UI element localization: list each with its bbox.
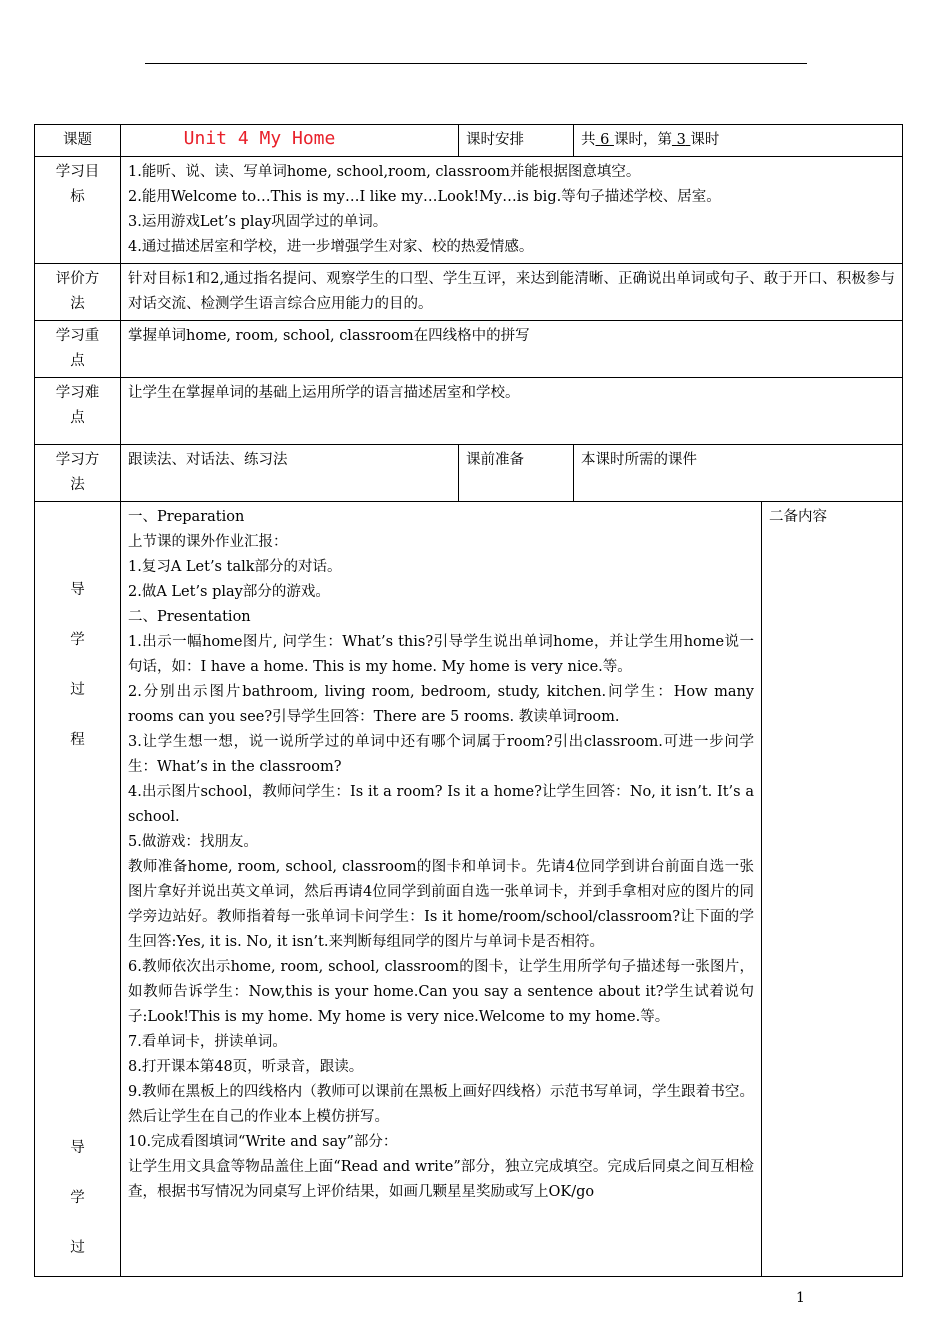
topic-label: 课题 <box>35 125 121 157</box>
process-line: 教师准备home, room, school, classroom的图卡和单词卡。先请4位同学到讲台前面自选一张图片拿好并说出英文单词，然后再请4位同学到前面自选一张单词卡，并到手拿相对应的图片的同学旁边站好。教师指着每一张单词卡问学生：Is it home/room/school/classroom?让下面的学生回答:Yes, it is. No, it isn’t.来判断每组同学的图片与单词卡是否相符。 <box>128 859 754 950</box>
process-row <box>35 502 903 1277</box>
topic-row <box>35 125 903 157</box>
process-line: 5.做游戏：找朋友。 <box>128 834 258 850</box>
difficulties-row <box>35 378 903 445</box>
goals-row <box>35 157 903 264</box>
process-line: 上节课的课外作业汇报： <box>128 534 288 550</box>
goal-item: 2.能用Welcome to…This is my…I like my…Look!My…is big.等句子描述学校、居室。 <box>128 189 721 205</box>
current-lesson: 3 <box>676 132 686 148</box>
key-points-label: 学习重点 <box>35 321 121 378</box>
process-line: 6.教师依次出示home, room, school, classroom的图卡，让学生用所学句子描述每一张图片，如教师告诉学生：Now,this is your home.Can you say a sentence about it?学生试着说句子:Look!This is my home. My home is very nice.Welcome to my home.等。 <box>128 959 754 1025</box>
key-points-row <box>35 321 903 378</box>
process-line: 二、Presentation <box>128 609 251 625</box>
process-line: 7.看单词卡，拼读单词。 <box>128 1034 287 1050</box>
process-line: 3.让学生想一想，说一说所学过的单词中还有哪个词属于room?引出classroom.可进一步问学生：What’s in the classroom? <box>128 734 754 775</box>
goal-item: 4.通过描述居室和学校，进一步增强学生对家、校的热爱情感。 <box>128 239 534 255</box>
process-line: 让学生用文具盒等物品盖住上面“Read and write”部分，独立完成填空。完成后同桌之间互相检查，根据书写情况为同桌写上评价结果，如画几颗星星奖励或写上OK/go <box>128 1159 754 1200</box>
methods-label: 学习方法 <box>35 445 121 502</box>
process-line: 一、Preparation <box>128 509 245 525</box>
evaluation-label: 评价方法 <box>35 264 121 321</box>
prep-label: 课前准备 <box>459 445 574 502</box>
methods-row <box>35 445 903 502</box>
prep-text: 本课时所需的课件 <box>574 445 903 502</box>
difficulties-label: 学习难点 <box>35 378 121 445</box>
lesson-plan-table <box>34 124 903 1277</box>
process-line: 1.复习A Let’s talk部分的对话。 <box>128 559 342 575</box>
methods-text: 跟读法、对话法、练习法 <box>121 445 459 502</box>
process-line: 4.出示图片school，教师问学生：Is it a room? Is it a home?让学生回答：No, it isn’t. It’s a school. <box>128 784 754 825</box>
topic-title: Unit 4 My Home <box>183 128 336 149</box>
schedule-value: 共 6 课时，第 3 课时 <box>574 125 903 157</box>
process-line: 8.打开课本第48页，听录音，跟读。 <box>128 1059 364 1075</box>
goal-item: 1.能听、说、读、写单词home, school,room, classroom并能根据图意填空。 <box>128 164 641 180</box>
process-line: 10.完成看图填词“Write and say”部分： <box>128 1134 398 1150</box>
process-line: 9.教师在黑板上的四线格内（教师可以课前在黑板上画好四线格）示范书写单词，学生跟着书空。然后让学生在自己的作业本上模仿拼写。 <box>128 1084 754 1125</box>
process-line: 1.出示一幅home图片, 问学生：What’s this?引导学生说出单词home，并让学生用home说一句话，如：I have a home. This is my home. My home is very nice.等。 <box>128 634 754 675</box>
process-line: 2.分别出示图片bathroom, living room, bedroom, study, kitchen.问学生：How many rooms can you see?引导学生回答：There are 5 rooms. 教读单词room. <box>128 684 754 725</box>
evaluation-text: 针对目标1和2,通过指名提问、观察学生的口型、学生互评，来达到能清晰、正确说出单词或句子、敢于开口、积极参与对话交流、检测学生语言综合应用能力的目的。 <box>121 264 903 321</box>
topic-title-cell <box>121 125 459 157</box>
page-number: 1 <box>796 1290 805 1306</box>
evaluation-row <box>35 264 903 321</box>
process-content <box>121 502 762 1277</box>
schedule-label: 课时安排 <box>459 125 574 157</box>
goals-label: 学习目标 <box>35 157 121 264</box>
key-points-text: 掌握单词home, room, school, classroom在四线格中的拼写 <box>121 321 903 378</box>
goals-cell <box>121 157 903 264</box>
process-label: 导 学 过 程 导 学 过 <box>35 502 121 1277</box>
goal-item: 3.运用游戏Let’s play巩固学过的单词。 <box>128 214 388 230</box>
total-lessons: 6 <box>600 132 610 148</box>
process-line: 2.做A Let’s play部分的游戏。 <box>128 584 330 600</box>
header-rule <box>145 63 807 64</box>
side-notes-label: 二备内容 <box>762 502 903 1277</box>
difficulties-text: 让学生在掌握单词的基础上运用所学的语言描述居室和学校。 <box>121 378 903 445</box>
